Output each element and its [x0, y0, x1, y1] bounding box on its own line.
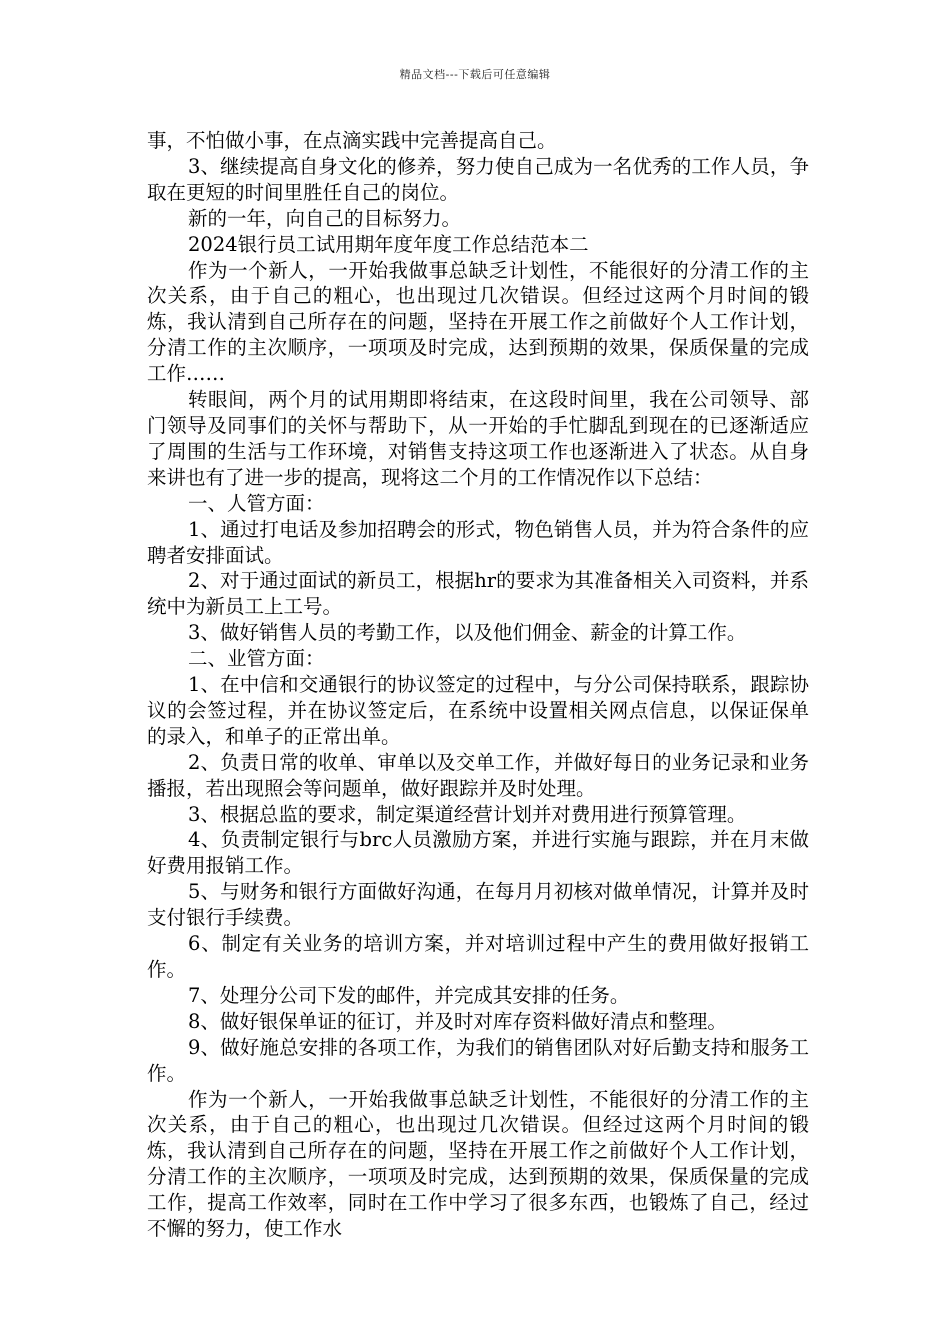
paragraph: 作为一个新人，一开始我做事总缺乏计划性，不能很好的分清工作的主次关系，由于自己的粗心，也出现过几次错误。但经过这两个月时间的锻炼，我认清到自己所存在的问题，坚持在开展工作之前做好个人工作计划，分清工作的主次顺序，一项项及时完成，达到预期的效果，保质保量的完成工作，提高工作效率，同时在工作中学习了很多东西，也锻炼了自己，经过不懈的努力，使工作水 [147, 1087, 809, 1241]
paragraph: 新的一年，向自己的目标努力。 [188, 206, 462, 230]
paragraph: 3、继续提高自身文化的修养，努力使自己成为一名优秀的工作人员，争取在更短的时间里胜任自己的岗位。 [147, 154, 809, 204]
list-item: 8、做好银保单证的征订，并及时对库存资料做好清点和整理。 [188, 1009, 727, 1033]
paragraph: 作为一个新人，一开始我做事总缺乏计划性，不能很好的分清工作的主次关系，由于自己的粗心，也出现过几次错误。但经过这两个月时间的锻炼，我认清到自己所存在的问题，坚持在开展工作之前做好个人工作计划，分清工作的主次顺序，一项项及时完成，达到预期的效果，保质保量的完成工作…… [147, 258, 809, 386]
list-item: 2、负责日常的收单、审单以及交单工作，并做好每日的业务记录和业务播报，若出现照会等问题单，做好跟踪并及时处理。 [147, 750, 809, 800]
list-item: 1、在中信和交通银行的协议签定的过程中，与分公司保持联系，跟踪协议的会签过程，并在协议签定后，在系统中设置相关网点信息，以保证保单的录入，和单子的正常出单。 [147, 673, 809, 748]
subheading: 二、业管方面： [188, 647, 325, 671]
list-item: 2、对于通过面试的新员工，根据hr的要求为其准备相关入司资料，并系统中为新员工上工号。 [147, 569, 809, 619]
list-item: 3、根据总监的要求，制定渠道经营计划并对费用进行预算管理。 [188, 802, 747, 826]
list-item: 9、做好施总安排的各项工作，为我们的销售团队对好后勤支持和服务工作。 [147, 1035, 809, 1085]
page-header: 精品文档---下载后可任意编辑 [399, 68, 551, 81]
list-item: 7、处理分公司下发的邮件，并完成其安排的任务。 [188, 983, 630, 1007]
subheading: 一、人管方面： [188, 491, 325, 515]
list-item: 6、制定有关业务的培训方案，并对培训过程中产生的费用做好报销工作。 [147, 932, 809, 981]
list-item: 3、做好销售人员的考勤工作，以及他们佣金、薪金的计算工作。 [188, 621, 747, 645]
list-item: 5、与财务和银行方面做好沟通，在每月月初核对做单情况，计算并及时支付银行手续费。 [147, 880, 809, 930]
paragraph: 事，不怕做小事，在点滴实践中完善提高自己。 [147, 129, 557, 152]
section-title: 2024银行员工试用期年度年度工作总结范本二 [188, 232, 589, 256]
list-item: 1、通过打电话及参加招聘会的形式，物色销售人员，并为符合条件的应聘者安排面试。 [147, 517, 809, 567]
document-body [147, 128, 809, 1242]
list-item: 4、负责制定银行与brc人员激励方案，并进行实施与跟踪，并在月末做好费用报销工作。 [147, 828, 809, 878]
paragraph: 转眼间，两个月的试用期即将结束，在这段时间里，我在公司领导、部门领导及同事们的关怀与帮助下，从一开始的手忙脚乱到现在的已逐渐适应了周围的生活与工作环境，对销售支持这项工作也逐渐进入了状态。从自身来讲也有了进一步的提高，现将这二个月的工作情况作以下总结： [147, 388, 809, 489]
